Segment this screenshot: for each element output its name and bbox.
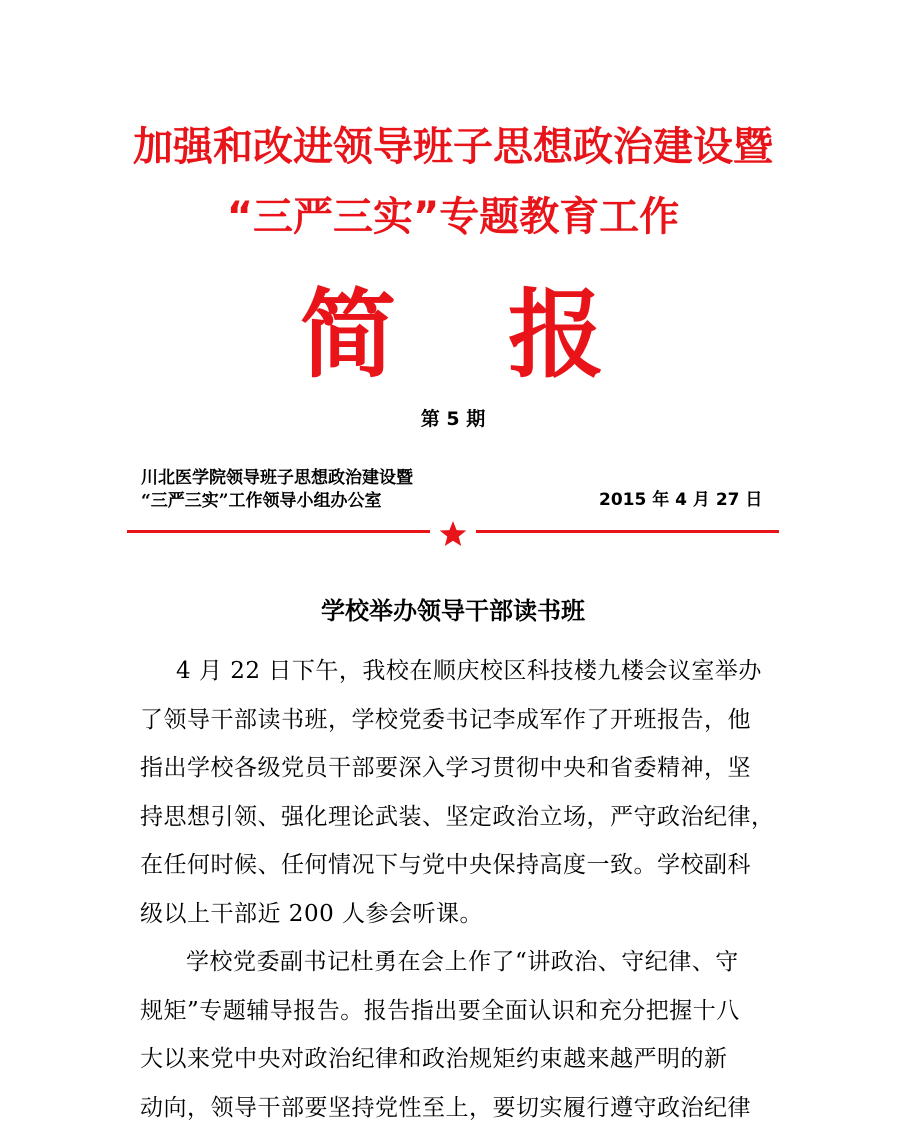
article-title: 学校举办领导干部读书班 [0, 595, 906, 627]
paragraph-line: 了领导干部读书班，学校党委书记李成军作了开班报告，他 [140, 696, 780, 745]
paragraph-line: 指出学校各级党员干部要深入学习贯彻中央和省委精神，坚 [140, 744, 780, 793]
bulletin-masthead-char-2: 报 [508, 280, 604, 390]
paragraph-line: 在任何时候、任何情况下与党中央保持高度一致。学校副科 [140, 841, 780, 890]
paragraph-line: 规矩”专题辅导报告。报告指出要全面认识和充分把握十八 [140, 987, 780, 1036]
divider-line-left [127, 530, 430, 533]
issue-number: 第 5 期 [0, 406, 906, 432]
paragraph-line: 持思想引领、强化理论武装、坚定政治立场，严守政治纪律， [140, 793, 780, 842]
issue-date: 2015 年 4 月 27 日 [599, 488, 762, 512]
divider-line-right [476, 530, 779, 533]
paragraph-line: 4 月 22 日下午，我校在顺庆校区科技楼九楼会议室举办 [140, 647, 780, 696]
paragraph-line: 级以上干部近 200 人参会听课。 [140, 890, 780, 939]
bulletin-masthead-char-1: 简 [300, 280, 396, 390]
red-star-divider [127, 521, 779, 547]
bulletin-title-line-1: 加强和改进领导班子思想政治建设暨 [0, 123, 906, 171]
paragraph-line: 大以来党中央对政治纪律和政治规矩约束越来越严明的新 [140, 1035, 780, 1084]
article-paragraph-1 [140, 647, 780, 938]
paragraph-line: 学校党委副书记杜勇在会上作了“讲政治、守纪律、守 [140, 938, 780, 987]
paragraph-line: 动向，领导干部要坚持党性至上，要切实履行遵守政治纪律 [140, 1084, 780, 1132]
issuer-line-1: 川北医学院领导班子思想政治建设暨 [141, 466, 413, 490]
issuer-line-2: “三严三实”工作领导小组办公室 [141, 489, 382, 513]
star-icon [440, 521, 467, 546]
article-paragraph-2 [140, 938, 780, 1132]
bulletin-title-line-2: “三严三实”专题教育工作 [0, 193, 906, 241]
